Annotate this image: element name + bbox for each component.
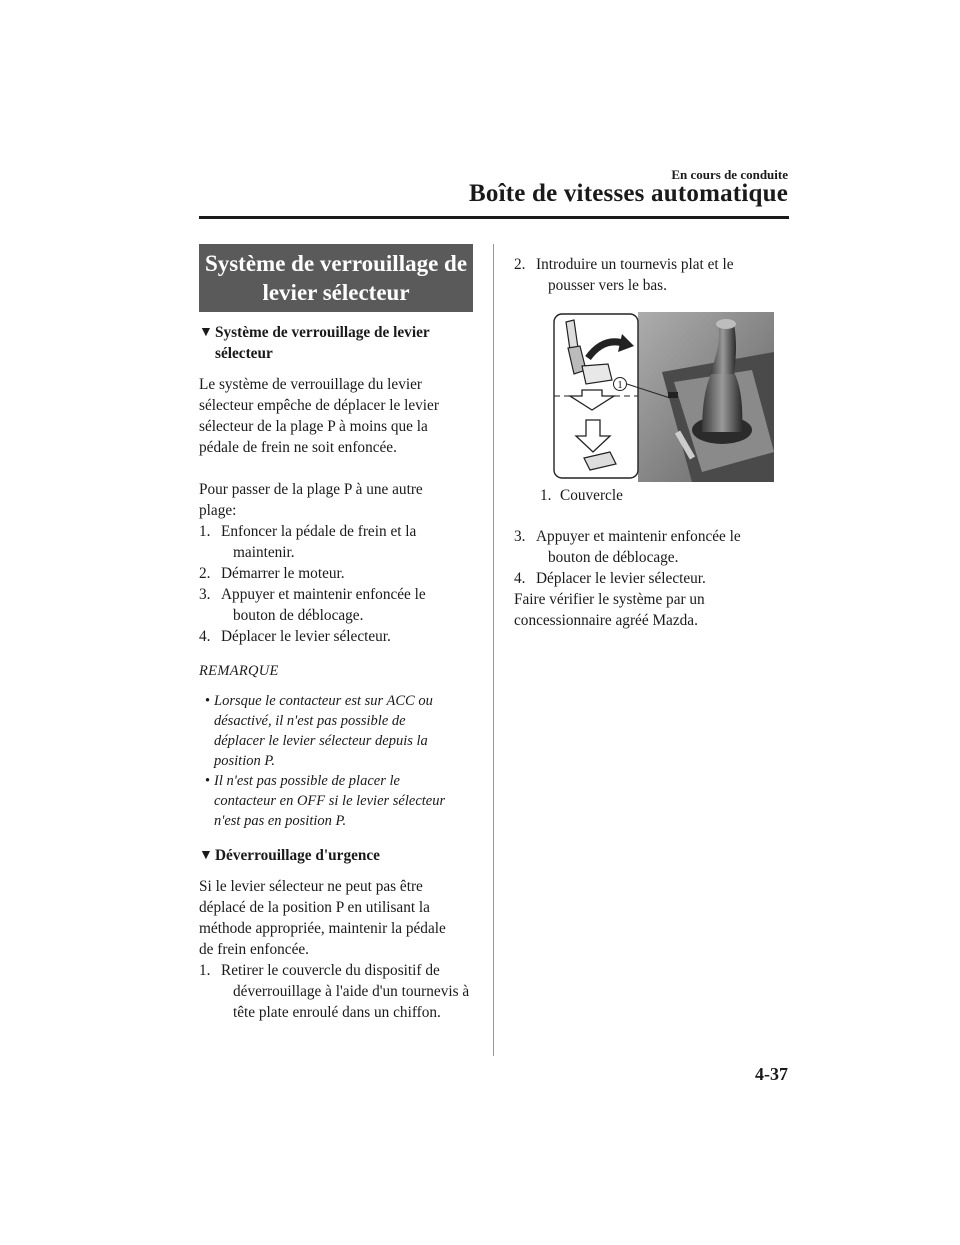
heading-line: Système de verrouillage de levier	[215, 324, 430, 341]
text-line: tête plate enroulé dans un chiffon.	[233, 1004, 441, 1021]
shift-intro	[199, 479, 471, 521]
right-column	[514, 254, 786, 296]
banner-line-1: Système de verrouillage de	[204, 251, 468, 276]
list-item	[199, 960, 471, 1023]
emergency-paragraph	[199, 876, 471, 960]
list-item	[199, 584, 471, 626]
section-title: Boîte de vitesses automatique	[469, 180, 788, 207]
step-number: 2.	[514, 256, 526, 273]
list-item	[514, 526, 786, 568]
page-number: 4-37	[755, 1064, 788, 1084]
text-line: concessionnaire agréé Mazda.	[514, 612, 698, 629]
header-rule	[199, 216, 789, 219]
triangle-icon: ▼	[199, 848, 213, 863]
left-column	[199, 322, 471, 1023]
release-figure	[552, 312, 774, 482]
text-line: Lorsque le contacteur est sur ACC ou	[214, 693, 433, 709]
text-line: plage:	[199, 502, 237, 519]
remark-block	[199, 661, 471, 831]
step-number: 3.	[199, 586, 211, 603]
step-number: 4.	[514, 570, 526, 587]
list-item	[199, 626, 471, 647]
step-number: 3.	[514, 528, 526, 545]
step-number: 1.	[199, 962, 211, 979]
text-line: Il n'est pas possible de placer le	[214, 773, 400, 789]
caption-text: Couvercle	[560, 487, 623, 504]
text-line: Faire vérifier le système par un	[514, 591, 705, 608]
step-number: 2.	[199, 565, 211, 582]
text-line: pédale de frein ne soit enfoncée.	[199, 439, 397, 456]
text-line: Le système de verrouillage du levier	[199, 376, 422, 393]
text-line: Pour passer de la plage P à une autre	[199, 481, 423, 498]
step-number: 4.	[199, 628, 211, 645]
caption-number: 1.	[540, 487, 552, 504]
text-line: position P.	[214, 753, 275, 769]
text-line: maintenir.	[233, 544, 295, 561]
text-line: Déplacer le levier sélecteur.	[536, 570, 706, 587]
heading-shift-lock	[199, 322, 471, 364]
text-line: pousser vers le bas.	[548, 277, 667, 294]
remark-title: REMARQUE	[199, 663, 279, 679]
text-line: déplacé de la position P en utilisant la	[199, 899, 430, 916]
text-line: Appuyer et maintenir enfoncée le	[536, 528, 741, 545]
heading-line: Déverrouillage d'urgence	[215, 847, 380, 864]
list-item	[514, 568, 786, 589]
text-line: Démarrer le moteur.	[221, 565, 345, 582]
text-line: déverrouillage à l'aide d'un tournevis à	[233, 983, 470, 1000]
list-item	[199, 563, 471, 584]
remark-item	[199, 771, 471, 831]
text-line: de frein enfoncée.	[199, 941, 309, 958]
bullet-icon: •	[205, 693, 211, 709]
right-column-lower	[514, 526, 786, 631]
text-line: Appuyer et maintenir enfoncée le	[221, 586, 426, 603]
bullet-icon: •	[205, 773, 211, 789]
heading-line: sélecteur	[215, 345, 273, 362]
list-item	[514, 254, 786, 296]
text-line: Si le levier sélecteur ne peut pas être	[199, 878, 423, 895]
step-number: 1.	[199, 523, 211, 540]
banner-line-2: levier sélecteur	[262, 280, 410, 305]
remark-item	[199, 691, 471, 771]
column-divider	[493, 244, 494, 1056]
text-line: Déplacer le levier sélecteur.	[221, 628, 391, 645]
triangle-icon: ▼	[199, 325, 213, 340]
text-line: Retirer le couvercle du dispositif de	[221, 962, 440, 979]
chapter-title: En cours de conduite	[671, 167, 788, 182]
text-line: déplacer le levier sélecteur depuis la	[214, 733, 428, 749]
topic-banner	[199, 244, 473, 312]
list-item	[199, 521, 471, 563]
text-line: désactivé, il n'est pas possible de	[214, 713, 406, 729]
text-line: Enfoncer la pédale de frein et la	[221, 523, 417, 540]
figure-caption	[540, 487, 623, 505]
text-line: méthode appropriée, maintenir la pédale	[199, 920, 446, 937]
intro-paragraph	[199, 374, 471, 458]
heading-emergency	[199, 845, 471, 866]
text-line: n'est pas en position P.	[214, 813, 347, 829]
text-line: bouton de déblocage.	[233, 607, 364, 624]
callout-number: 1	[617, 380, 623, 391]
text-line: contacteur en OFF si le levier sélecteur	[214, 793, 446, 809]
text-line: sélecteur empêche de déplacer le levier	[199, 397, 439, 414]
text-line: bouton de déblocage.	[548, 549, 679, 566]
text-line: sélecteur de la plage P à moins que la	[199, 418, 428, 435]
steps-list	[199, 521, 471, 647]
shift-lever-illustration	[552, 312, 774, 482]
text-line: Introduire un tournevis plat et le	[536, 256, 734, 273]
